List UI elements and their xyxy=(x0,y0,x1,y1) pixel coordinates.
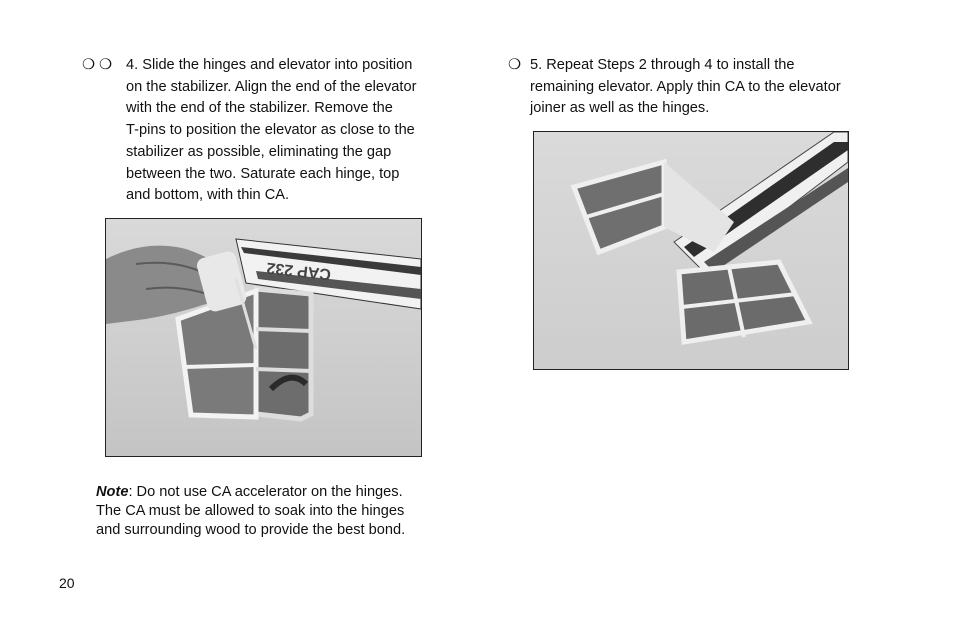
step-4-line: T-pins to position the elevator as close to the xyxy=(126,122,415,139)
step-4-line: 4. Slide the hinges and elevator into position xyxy=(126,57,413,73)
step-4-line: with the end of the stabilizer. Remove the xyxy=(126,100,393,117)
step-5-line: 5. Repeat Steps 2 through 4 to install the xyxy=(530,57,795,73)
photo-elevator-hinging xyxy=(105,218,422,457)
photo-completed-elevators xyxy=(533,131,849,370)
step-5-line: joiner as well as the hinges. xyxy=(530,100,710,117)
page-number: 20 xyxy=(59,575,75,591)
step-4-line: on the stabilizer. Align the end of the elevator xyxy=(126,78,417,95)
checkbox-icons: ❍ ❍ xyxy=(82,57,113,73)
note-text: : Do not use CA accelerator on the hinges. The CA must be allowed to soak into the hinges and surrounding wood to provide the best bond. xyxy=(96,484,406,539)
cap232-text: CAP 232 xyxy=(265,258,332,283)
note xyxy=(96,483,416,541)
step-4-line: between the two. Saturate each hinge, top xyxy=(126,165,400,182)
note-label: Note xyxy=(96,484,129,500)
step-4-line: stabilizer as possible, eliminating the gap xyxy=(126,143,392,160)
step-5-line: remaining elevator. Apply thin CA to the elevator xyxy=(530,78,841,95)
checkbox-icon: ❍ xyxy=(508,57,521,73)
step-4-line: and bottom, with thin CA. xyxy=(126,187,290,204)
